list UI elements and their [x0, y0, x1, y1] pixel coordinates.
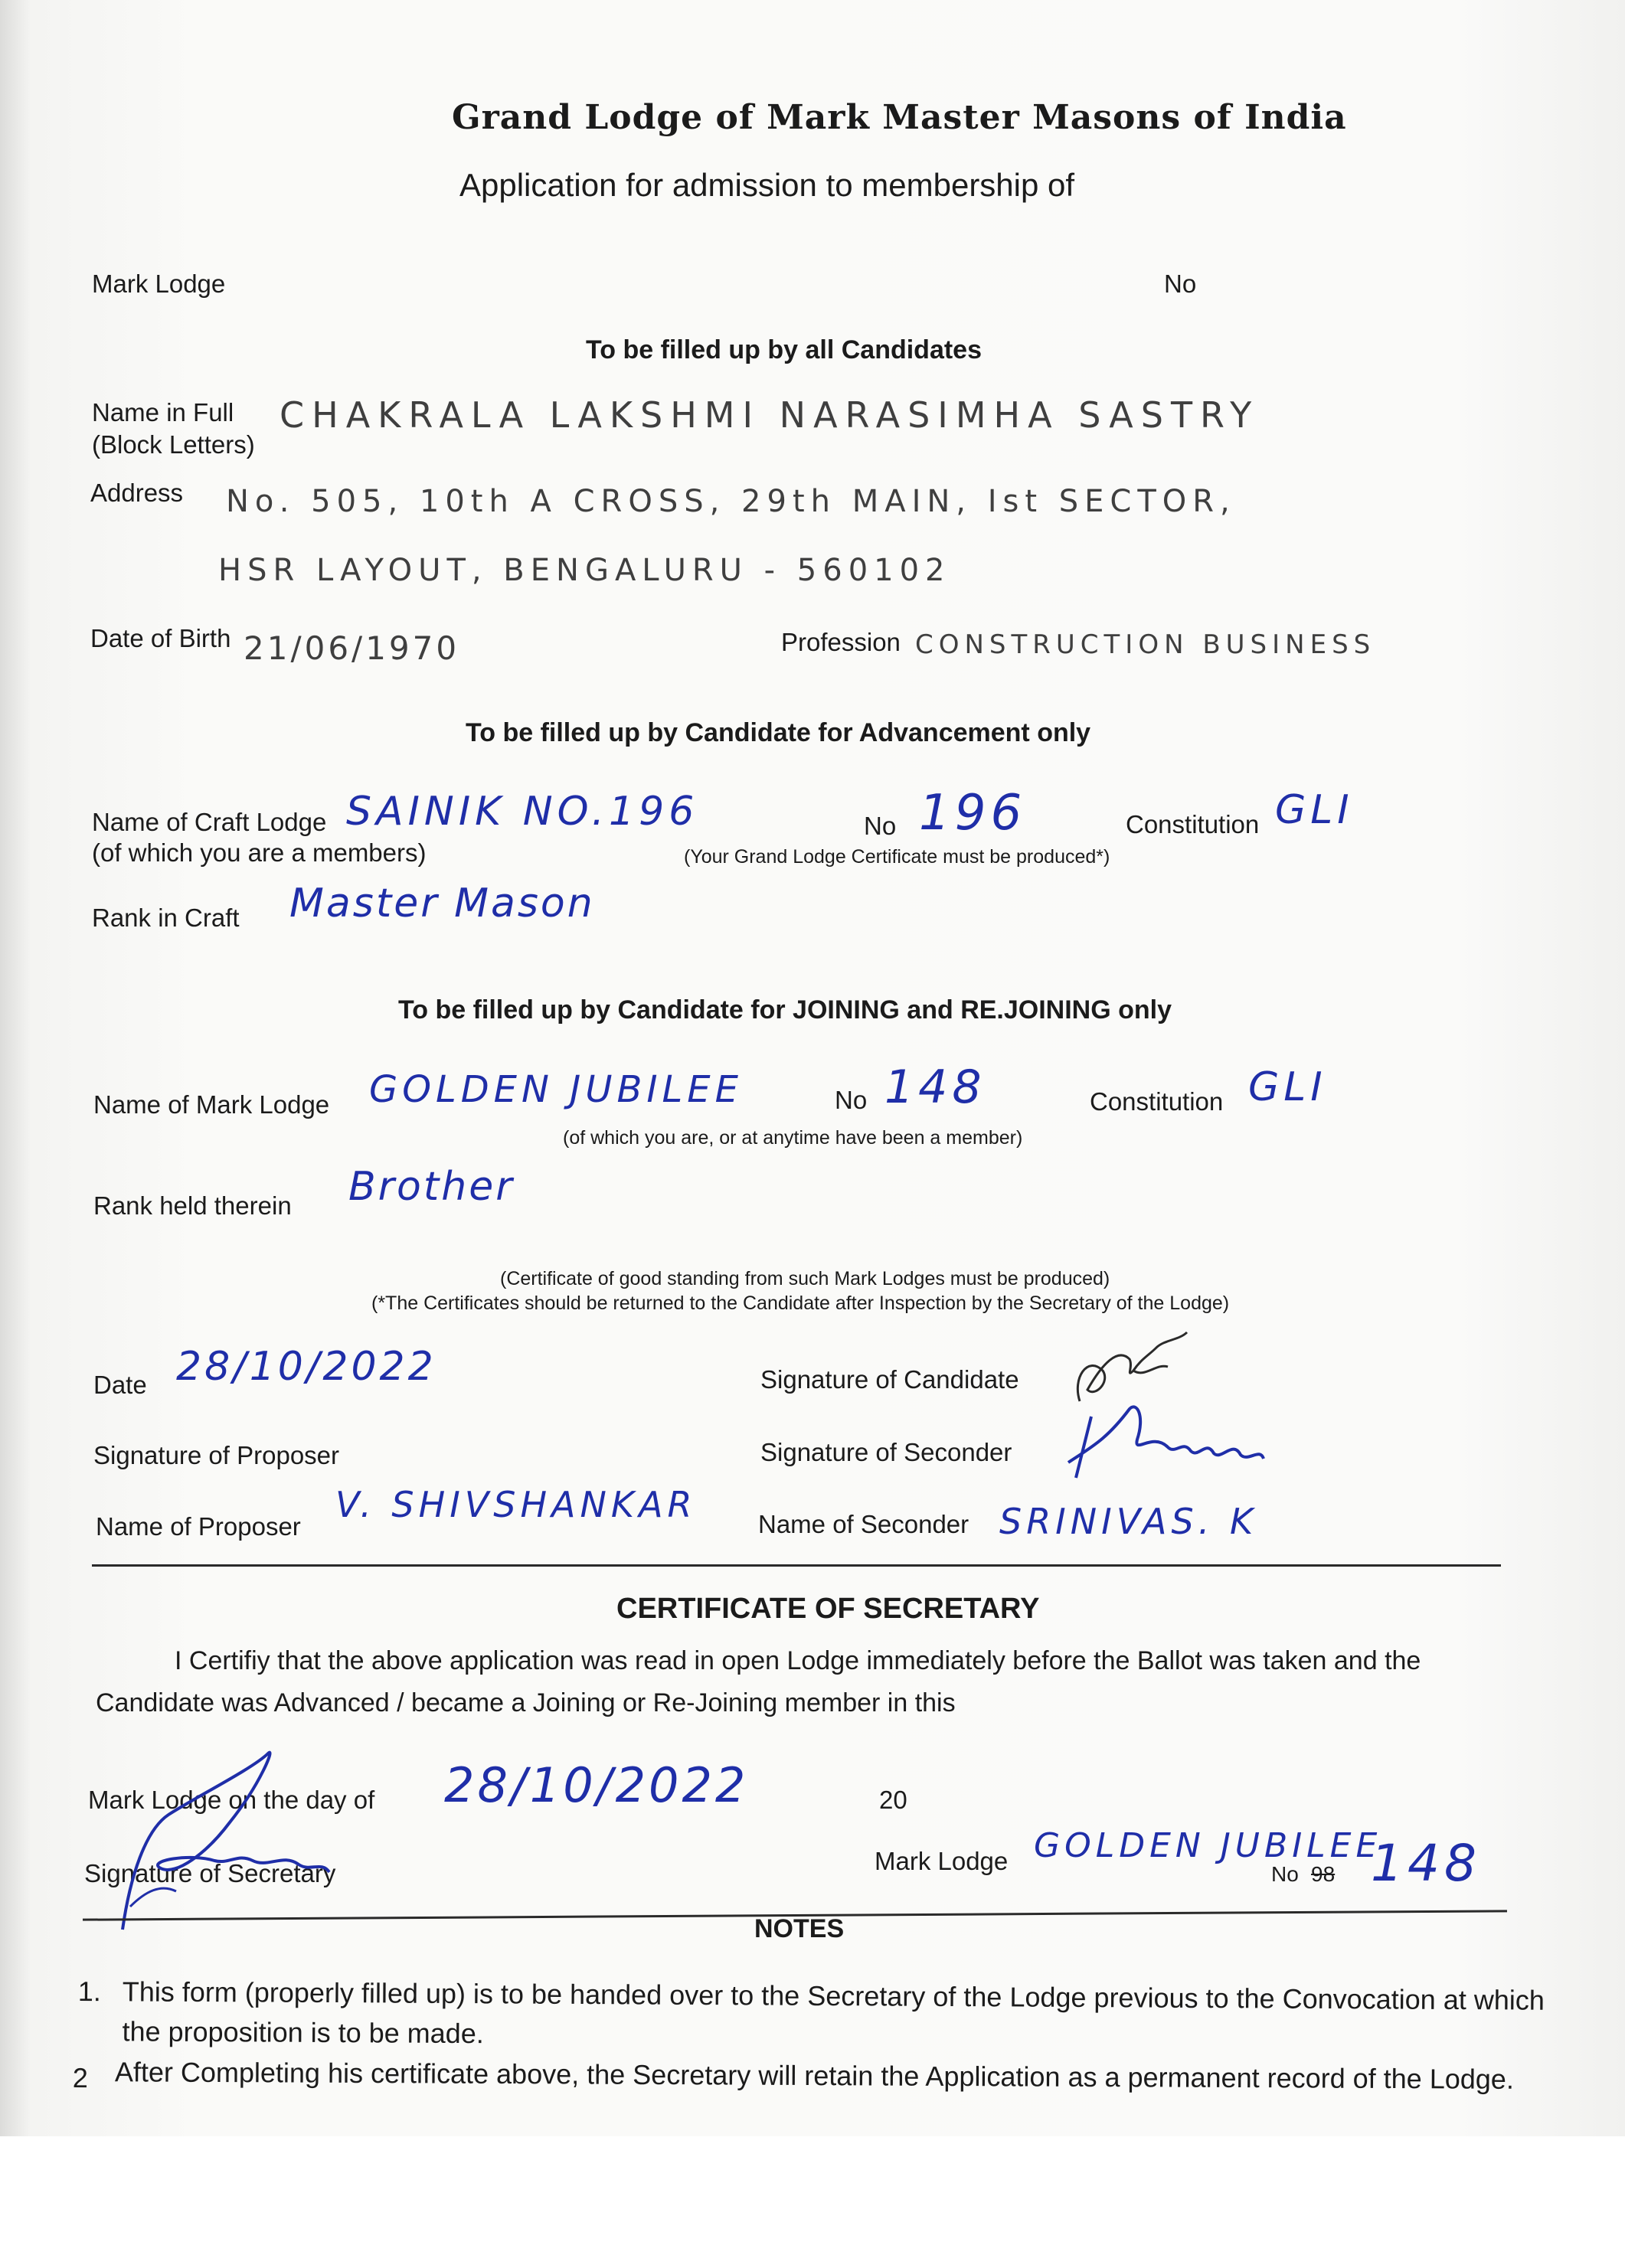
section-joining-heading: To be filled up by Candidate for JOINING and RE.JOINING only [398, 995, 1172, 1025]
date-of-birth-label: Date of Birth [90, 624, 231, 652]
section-advancement-heading: To be filled up by Candidate for Advancement only [466, 718, 1091, 747]
note-1-line-2: the proposition is to be made. [122, 2015, 484, 2050]
joining-no-value: 148 [884, 1060, 986, 1114]
name-in-full-value: CHAKRALA LAKSHMI NARASIMHA SASTRY [280, 394, 1260, 436]
craft-lodge-sublabel: (of which you are a members) [92, 838, 427, 867]
section-all-candidates-heading: To be filled up by all Candidates [586, 335, 982, 364]
grand-lodge-certificate-note: (Your Grand Lodge Certificate must be produced*) [684, 846, 1110, 868]
mark-lodge-name-label: Name of Mark Lodge [93, 1090, 330, 1119]
mark-lodge-day-value: 28/10/2022 [444, 1757, 749, 1813]
seconder-signature [1061, 1386, 1275, 1493]
craft-no-label: No [864, 812, 897, 840]
note-1-number: 1. [77, 1976, 102, 2008]
joining-constitution-label: Constitution [1090, 1087, 1224, 1116]
certificate-of-secretary-heading: CERTIFICATE OF SECRETARY [616, 1593, 1040, 1625]
profession-label: Profession [781, 628, 901, 656]
mark-lodge-name-value: GOLDEN JUBILEE [369, 1068, 743, 1111]
mark-lodge-day-label: Mark Lodge on the day of [88, 1786, 375, 1814]
name-of-seconder-label: Name of Seconder [758, 1510, 969, 1538]
date-value: 28/10/2022 [176, 1344, 436, 1390]
signature-of-seconder-label: Signature of Seconder [760, 1438, 1012, 1466]
name-of-proposer-label: Name of Proposer [96, 1512, 301, 1541]
signature-of-secretary-label: Signature of Secretary [84, 1859, 336, 1887]
craft-lodge-value: SAINIK NO.196 [346, 789, 699, 835]
good-standing-note: (Certificate of good standing from such Mark Lodges must be produced) [500, 1268, 1110, 1289]
page-bottom-margin [0, 2136, 1625, 2268]
craft-lodge-label: Name of Craft Lodge [92, 808, 327, 836]
certificate-text-line-2: Candidate was Advanced / became a Joining or Re-Joining member in this [96, 1688, 956, 1717]
secretary-no-struck: 98 [1311, 1862, 1336, 1886]
secretary-mark-lodge-value: GOLDEN JUBILEE [1034, 1826, 1382, 1865]
note-2-number: 2 [72, 2062, 89, 2094]
form-title: Grand Lodge of Mark Master Masons of India [452, 98, 1347, 137]
secretary-mark-lodge-label: Mark Lodge [875, 1847, 1009, 1875]
no-label: No [1164, 270, 1197, 298]
member-note: (of which you are, or at anytime have been a member) [563, 1127, 1023, 1149]
rank-in-craft-value: Master Mason [289, 881, 595, 926]
address-label: Address [90, 479, 184, 507]
secretary-no-value: 148 [1371, 1834, 1481, 1893]
secretary-signature [100, 1738, 360, 1937]
form-subtitle: Application for admission to membership of [459, 167, 1075, 203]
name-of-proposer-value: V. SHIVSHANKAR [335, 1484, 697, 1525]
notes-heading: NOTES [754, 1914, 845, 1943]
secretary-no-label: No [1271, 1862, 1299, 1886]
name-of-seconder-value: SRINIVAS. K [999, 1501, 1258, 1542]
craft-no-value: 196 [919, 785, 1027, 842]
year-label: 20 [879, 1786, 907, 1814]
name-in-full-label: Name in Full [92, 398, 234, 426]
note-1-line-1: This form (properly filled up) is to be handed over to the Secretary of the Lodge previous to the Convocation at which [122, 1976, 1545, 2016]
rank-held-therein-label: Rank held therein [93, 1191, 292, 1220]
profession-value: CONSTRUCTION BUSINESS [915, 629, 1376, 660]
rank-in-craft-label: Rank in Craft [92, 904, 240, 932]
joining-constitution-value: GLI [1248, 1064, 1327, 1110]
joining-no-label: No [835, 1086, 868, 1114]
block-letters-label: (Block Letters) [92, 430, 255, 459]
rank-held-therein-value: Brother [348, 1164, 515, 1210]
certificates-return-note: (*The Certificates should be returned to the Candidate after Inspection by the Secretary of the Lodge) [371, 1292, 1230, 1314]
craft-constitution-value: GLI [1275, 787, 1354, 833]
divider-line [92, 1564, 1501, 1567]
address-line-2: HSR LAYOUT, BENGALURU - 560102 [218, 553, 951, 588]
note-2-line-1: After Completing his certificate above, the Secretary will retain the Application as a permanent record of the Lodge. [114, 2056, 1514, 2095]
date-of-birth-value: 21/06/1970 [244, 629, 460, 667]
mark-lodge-label: Mark Lodge [92, 270, 226, 298]
craft-constitution-label: Constitution [1126, 810, 1260, 838]
address-line-1: No. 505, 10th A CROSS, 29th MAIN, Ist SECTOR, [226, 484, 1236, 519]
certificate-text-line-1: I Certifiy that the above application was read in open Lodge immediately before the Ballot was taken and the [175, 1646, 1421, 1675]
signature-of-candidate-label: Signature of Candidate [760, 1365, 1019, 1394]
date-label: Date [93, 1371, 147, 1399]
signature-of-proposer-label: Signature of Proposer [93, 1441, 340, 1469]
